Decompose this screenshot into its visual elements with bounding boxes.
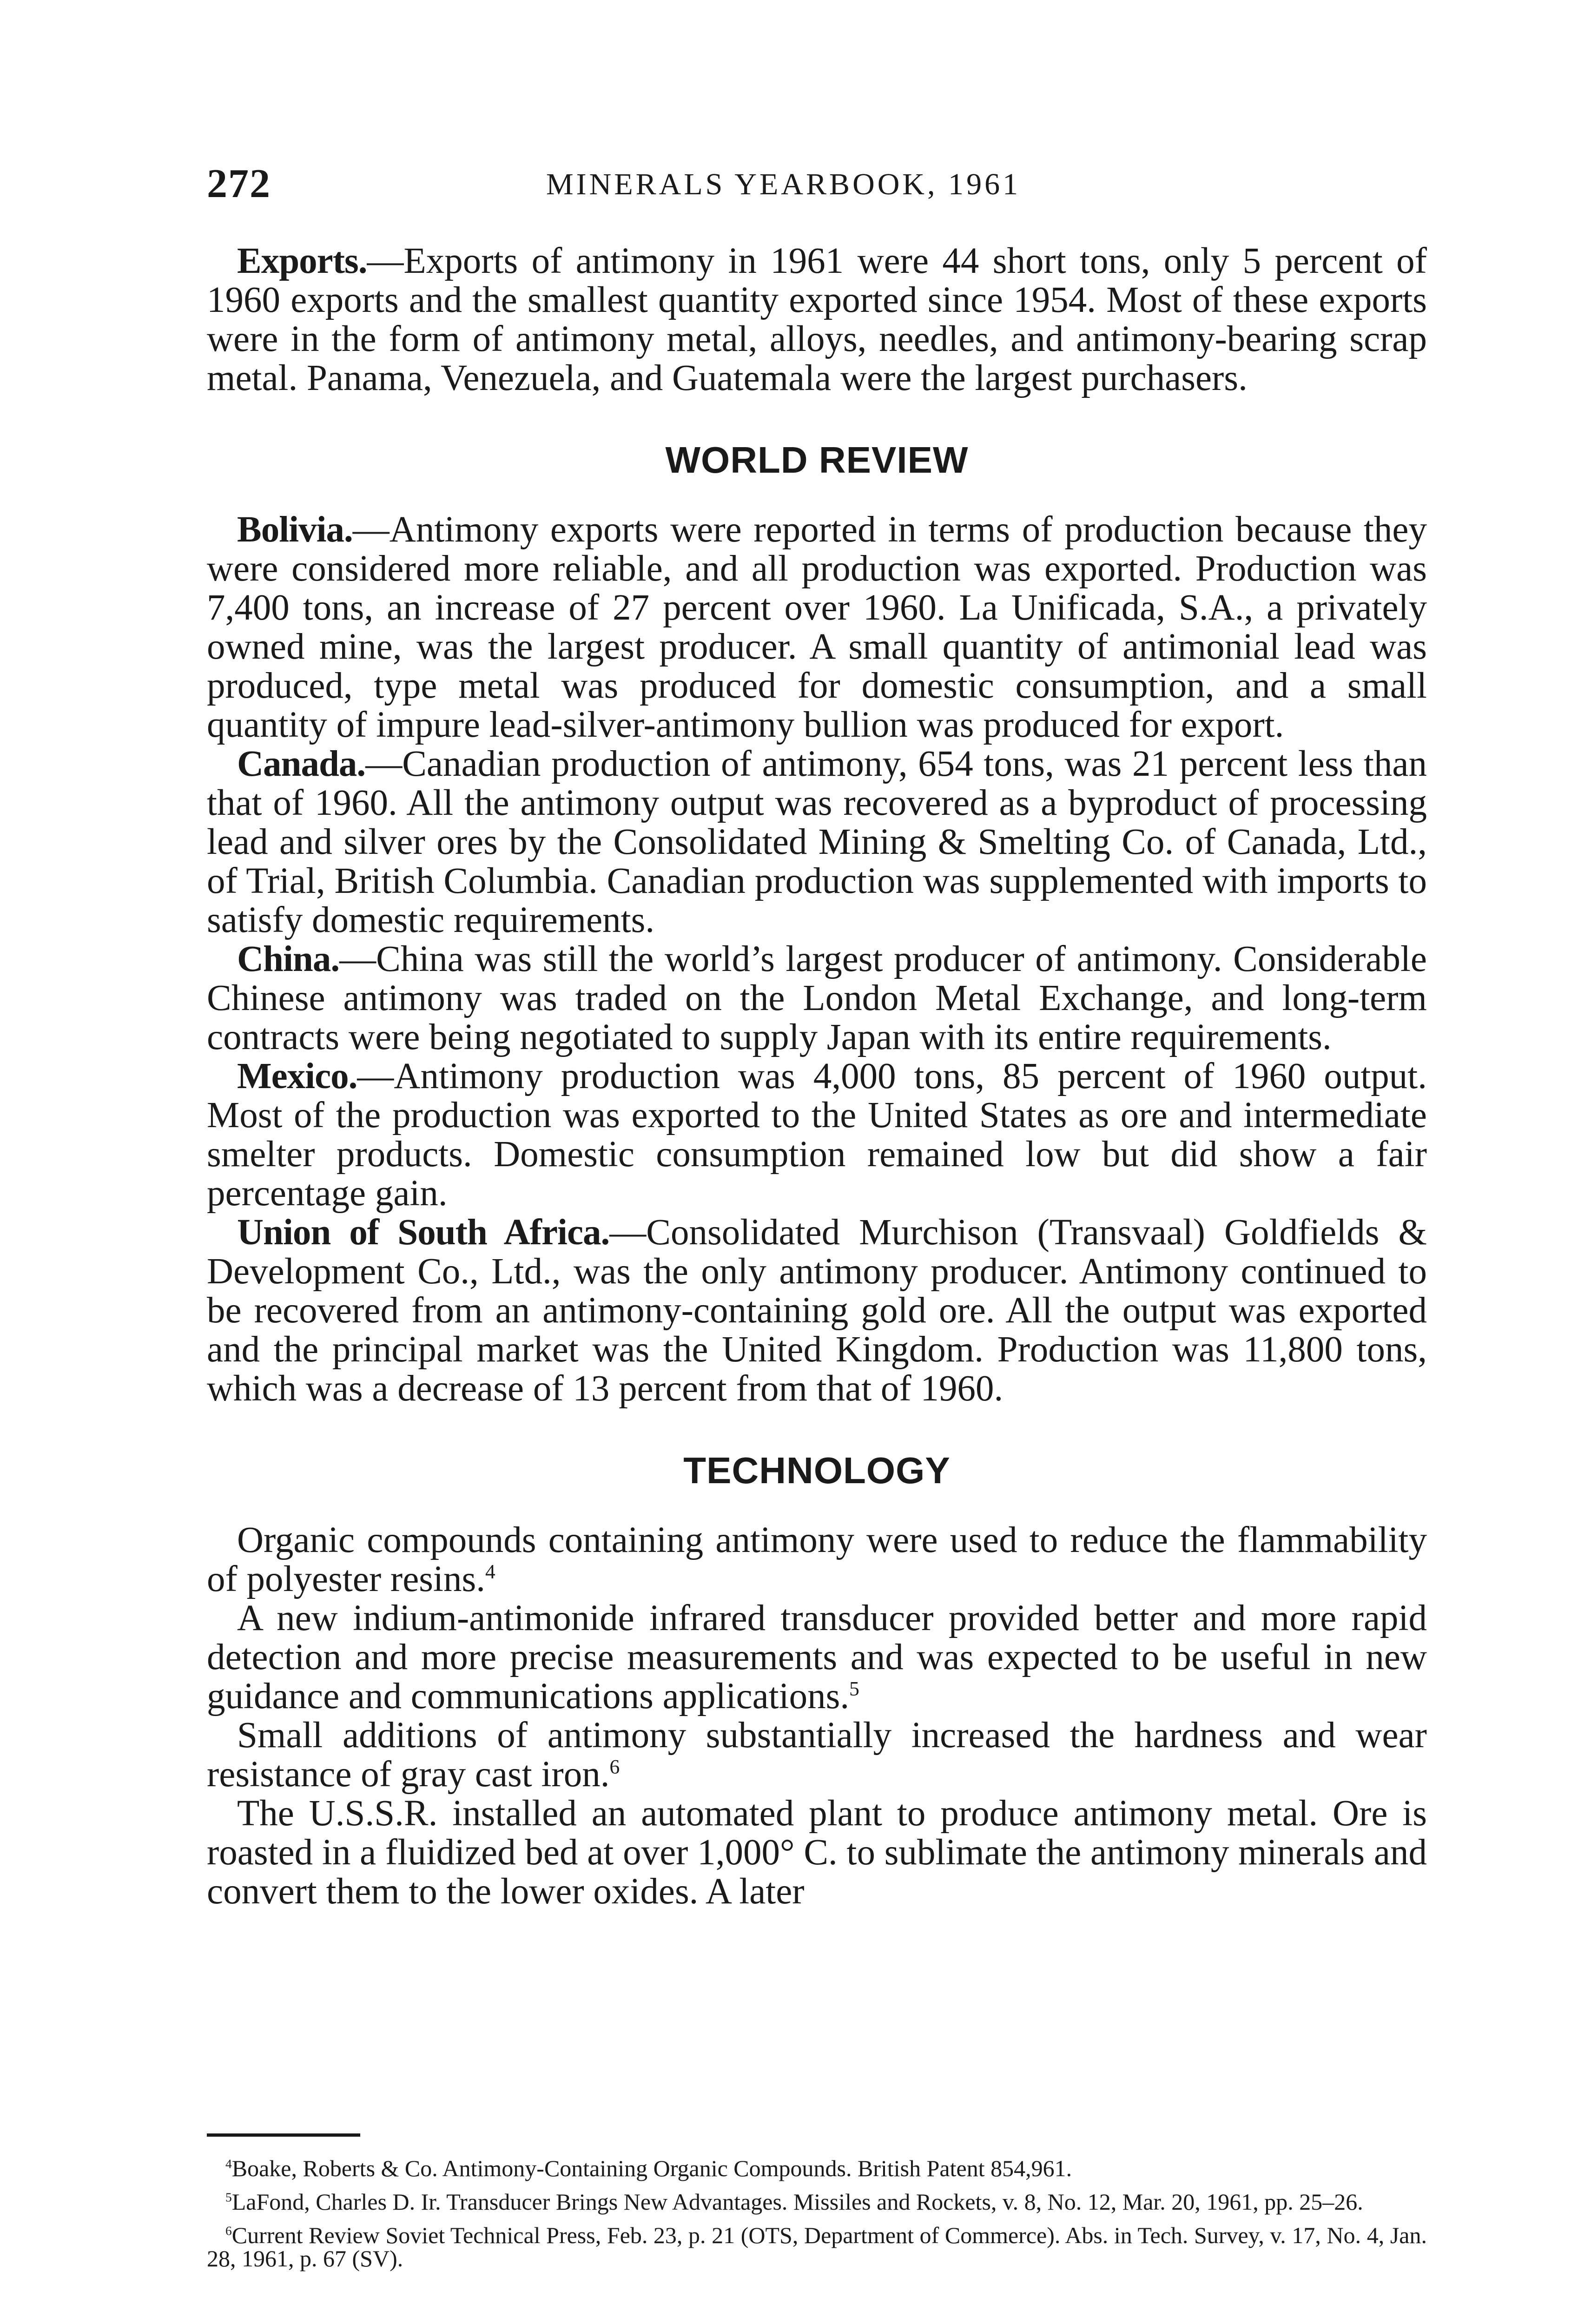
technology-text: The U.S.S.R. installed an automated plant to produce antimony metal. Ore is roasted in a fluidized bed at over 1,000° C. to sublimate the antimony minerals and convert them to the lower oxides. A later — [207, 1793, 1427, 1912]
technology-text: Small additions of antimony substantially increased the hardness and wear resistance of gray cast iron. — [207, 1715, 1427, 1795]
footnote-text: Current Review Soviet Technical Press, Feb. 23, p. 21 (OTS, Department of Commerce). Abs. in Tech. Survey, v. 17, No. 4, Jan. 28, 1961, p. 67 (SV). — [207, 2222, 1427, 2271]
mexico-run-in-heading: Mexico. — [237, 1056, 357, 1096]
china-paragraph — [207, 940, 1427, 1057]
footnote — [207, 2157, 1427, 2180]
mexico-paragraph — [207, 1057, 1427, 1213]
footnote-rule — [207, 2133, 360, 2137]
mexico-text: —Antimony production was 4,000 tons, 85 percent of 1960 output. Most of the production was exported to the United States as ore and intermediate smelter products. Domestic consumption remained low but did show a fair percentage gain. — [207, 1056, 1427, 1214]
exports-run-in-heading: Exports. — [237, 241, 367, 281]
footnote — [207, 2224, 1427, 2270]
china-text: —China was still the world’s largest producer of antimony. Considerable Chinese antimony was traded on the London Metal Exchange, and long-term contracts were being negotiated to supply Japan with its entire requirements. — [207, 939, 1427, 1057]
footnote-number: 6 — [225, 2223, 232, 2238]
journal-title: MINERALS YEARBOOK, 1961 — [546, 167, 1021, 201]
bolivia-run-in-heading: Bolivia. — [237, 509, 353, 550]
footnote-number: 5 — [225, 2190, 232, 2205]
canada-run-in-heading: Canada. — [237, 744, 366, 784]
footnote-text: LaFond, Charles D. Ir. Transducer Brings New Advantages. Missiles and Rockets, v. 8, No. 12, Mar. 20, 1961, pp. 25–26. — [231, 2189, 1363, 2215]
technology-paragraph — [207, 1521, 1427, 1599]
footnotes — [207, 2157, 1427, 2280]
page-number: 272 — [207, 161, 271, 206]
south-africa-text: —Consolidated Murchison (Transvaal) Goldfields & Development Co., Ltd., was the only antimony producer. Antimony continued to be recovered from an antimony-containing gold ore. All the output was exported and the principal market was the United Kingdom. Production was 11,800 tons, which was a decrease of 13 percent from that of 1960. — [207, 1212, 1427, 1409]
footnote — [207, 2190, 1427, 2213]
footnote-ref[interactable]: 5 — [849, 1677, 859, 1700]
footnote-ref[interactable]: 6 — [609, 1756, 620, 1778]
technology-text: A new indium-antimonide infrared transducer provided better and more rapid detection and more precise measurements and was expected to be useful in new guidance and communications applications. — [207, 1598, 1427, 1717]
world-review-heading: WORLD REVIEW — [665, 439, 969, 481]
body-text — [207, 242, 1427, 1911]
technology-text: Organic compounds containing antimony were used to reduce the flammability of polyester resins. — [207, 1520, 1427, 1599]
china-run-in-heading: China. — [237, 939, 340, 979]
canada-paragraph — [207, 745, 1427, 940]
running-head — [207, 160, 1427, 211]
bolivia-text: —Antimony exports were reported in terms of production because they were considered more reliable, and all production was exported. Production was 7,400 tons, an increase of 27 percent over 1960. La Unificada, S.A., a privately owned mine, was the largest producer. A small quantity of antimonial lead was produced, type metal was produced for domestic consumption, and a small quantity of impure lead-silver-antimony bullion was produced for export. — [207, 509, 1427, 745]
exports-text: —Exports of antimony in 1961 were 44 short tons, only 5 percent of 1960 exports and the smallest quantity exported since 1954. Most of these exports were in the form of antimony metal, alloys, needles, and antimony-bearing scrap metal. Panama, Venezuela, and Guatemala were the largest purchasers. — [207, 241, 1427, 398]
footnote-number: 4 — [225, 2156, 232, 2171]
canada-text: —Canadian production of antimony, 654 tons, was 21 percent less than that of 1960. All the antimony output was recovered as a byproduct of processing lead and silver ores by the Consolidated Mining & Smelting Co. of Canada, Ltd., of Trial, British Columbia. Canadian production was supplemented with imports to satisfy domestic requirements. — [207, 744, 1427, 940]
technology-heading: TECHNOLOGY — [683, 1450, 951, 1491]
footnote-ref[interactable]: 4 — [485, 1560, 495, 1583]
south-africa-paragraph — [207, 1213, 1427, 1408]
footnote-text: Boake, Roberts & Co. Antimony-Containing Organic Compounds. British Patent 854,961. — [231, 2155, 1072, 2181]
south-africa-run-in-heading: Union of South Africa. — [237, 1212, 610, 1253]
technology-paragraph — [207, 1794, 1427, 1911]
technology-paragraph — [207, 1599, 1427, 1716]
technology-paragraph — [207, 1716, 1427, 1794]
bolivia-paragraph — [207, 510, 1427, 745]
exports-paragraph — [207, 242, 1427, 398]
